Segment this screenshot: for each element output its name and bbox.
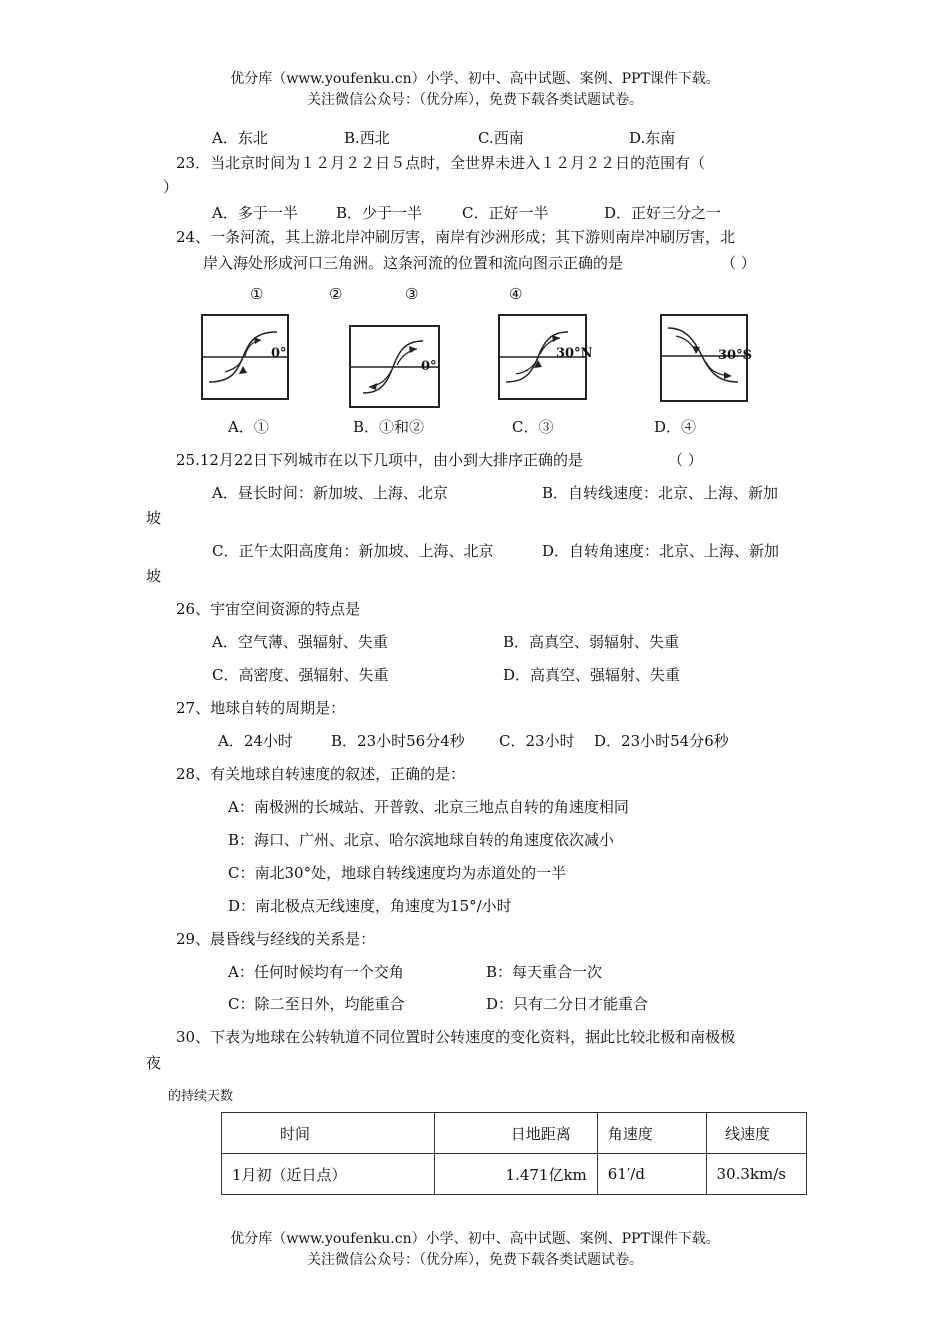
- table-cell-linear-speed: 30.3km/s: [706, 1154, 806, 1195]
- q27-stem: 27、地球自转的周期是：: [176, 699, 346, 717]
- q29-option-c: C：除二至日外，均能重合: [228, 995, 405, 1013]
- q25-stem: 25.12月22日下列城市在以下几项中，由小到大排序正确的是: [176, 451, 584, 469]
- q28-option-b: B：海口、广州、北京、哈尔滨地球自转的角速度依次减小: [228, 831, 615, 849]
- q23-option-b: B．少于一半: [336, 204, 423, 222]
- diagram-4-latitude: 30°S: [718, 348, 752, 363]
- table-header-angular-speed: 角速度: [597, 1113, 706, 1154]
- river-diagram-4: [660, 314, 752, 402]
- q26-option-c: C．高密度、强辐射、失重: [212, 666, 389, 684]
- q26-option-b: B．高真空、弱辐射、失重: [503, 633, 680, 651]
- site-footer-line-2: 关注微信公众号：（优分库），免费下载各类试题试卷。: [307, 1252, 643, 1268]
- q28-option-d: D：南北极点无线速度，角速度为15°/小时: [228, 897, 512, 915]
- q27-option-a: A．24小时: [218, 732, 293, 750]
- q28-option-c: C：南北30°处，地球自转线速度均为赤道处的一半: [228, 864, 567, 882]
- diagram-3-latitude: 30°N: [556, 346, 593, 361]
- q22-option-c: C.西南: [478, 129, 524, 147]
- site-header-line-1: 优分库（www.youfenku.cn）小学、初中、高中试题、案例、PPT课件下载。: [230, 71, 720, 87]
- river-diagram-2: [349, 325, 440, 408]
- table-cell-angular-speed: 61′/d: [597, 1154, 706, 1195]
- river-diagram-1: [201, 314, 289, 400]
- table-cell-distance: 1.471亿km: [435, 1154, 598, 1195]
- q24-option-d: D．④: [654, 418, 697, 436]
- q24-answer-paren: （ ）: [721, 254, 756, 272]
- table-cell-time: 1月初（近日点）: [222, 1154, 435, 1195]
- table-header-time: 时间: [222, 1113, 435, 1154]
- site-header-line-2: 关注微信公众号：（优分库），免费下载各类试题试卷。: [307, 92, 643, 108]
- q27-option-d: D．23小时54分6秒: [594, 732, 729, 750]
- q26-stem: 26、宇宙空间资源的特点是: [176, 600, 361, 618]
- q26-option-d: D．高真空、强辐射、失重: [503, 666, 681, 684]
- river-diagram-3: [498, 314, 593, 400]
- q22-option-d: D.东南: [629, 129, 676, 147]
- orbit-speed-table: [221, 1112, 807, 1195]
- table-header-distance: 日地距离: [435, 1113, 598, 1154]
- q27-option-b: B．23小时56分4秒: [331, 732, 465, 750]
- q29-option-d: D：只有二分日才能重合: [486, 995, 649, 1013]
- q25-option-c: C．正午太阳高度角：新加坡、上海、北京: [212, 542, 494, 560]
- q28-option-a: A：南极洲的长城站、开普敦、北京三地点自转的角速度相同: [228, 798, 629, 816]
- q23-option-c: C．正好一半: [462, 204, 549, 222]
- q23-stem: 23．当北京时间为１２月２２日５点时，全世界未进入１２月２２日的范围有（: [176, 154, 706, 172]
- q24-label-1: ①: [250, 285, 264, 303]
- q24-option-c: C．③: [512, 418, 554, 436]
- q25-option-d-wrap: 坡: [146, 567, 162, 585]
- q24-stem-line-2: 岸入海处形成河口三角洲。这条河流的位置和流向图示正确的是: [203, 254, 624, 272]
- q29-option-a: A：任何时候均有一个交角: [228, 963, 404, 981]
- q23-stem-end: ）: [163, 178, 179, 196]
- q24-option-a: A．①: [228, 418, 269, 436]
- q24-label-3: ③: [405, 285, 419, 303]
- q23-option-d: D．正好三分之一: [604, 204, 722, 222]
- q27-option-c: C．23小时: [499, 732, 575, 750]
- diagram-2-latitude: 0°: [421, 359, 437, 374]
- diagram-1-latitude: 0°: [271, 346, 287, 361]
- q24-label-4: ④: [509, 285, 523, 303]
- q29-stem: 29、晨昏线与经线的关系是：: [176, 930, 376, 948]
- q25-option-b: B．自转线速度：北京、上海、新加: [542, 484, 779, 502]
- q30-note: 的持续天数: [168, 1089, 234, 1104]
- q25-option-b-wrap: 坡: [146, 509, 162, 527]
- q22-option-b: B.西北: [344, 129, 390, 147]
- table-header-linear-speed: 线速度: [706, 1113, 806, 1154]
- q22-option-a: A．东北: [212, 129, 268, 147]
- q28-stem: 28、有关地球自转速度的叙述，正确的是：: [176, 765, 466, 783]
- table-row: [222, 1154, 807, 1195]
- q25-option-a: A．昼长时间：新加坡、上海、北京: [212, 484, 448, 502]
- q30-stem-wrap: 夜: [146, 1054, 162, 1072]
- q24-stem-line-1: 24、一条河流，其上游北岸冲刷厉害，南岸有沙洲形成；其下游则南岸冲刷厉害，北: [176, 228, 736, 246]
- q25-answer-paren: （ ）: [668, 451, 703, 469]
- q29-option-b: B：每天重合一次: [486, 963, 603, 981]
- table-header-row: [222, 1113, 807, 1154]
- q24-label-2: ②: [329, 285, 343, 303]
- q25-option-d: D．自转角速度：北京、上海、新加: [542, 542, 780, 560]
- site-footer-line-1: 优分库（www.youfenku.cn）小学、初中、高中试题、案例、PPT课件下载。: [230, 1231, 720, 1247]
- q24-option-b: B．①和②: [353, 418, 425, 436]
- q23-option-a: A．多于一半: [212, 204, 298, 222]
- q30-stem: 30、下表为地球在公转轨道不同位置时公转速度的变化资料，据此比较北极和南极极: [176, 1028, 736, 1046]
- q26-option-a: A．空气薄、强辐射、失重: [212, 633, 388, 651]
